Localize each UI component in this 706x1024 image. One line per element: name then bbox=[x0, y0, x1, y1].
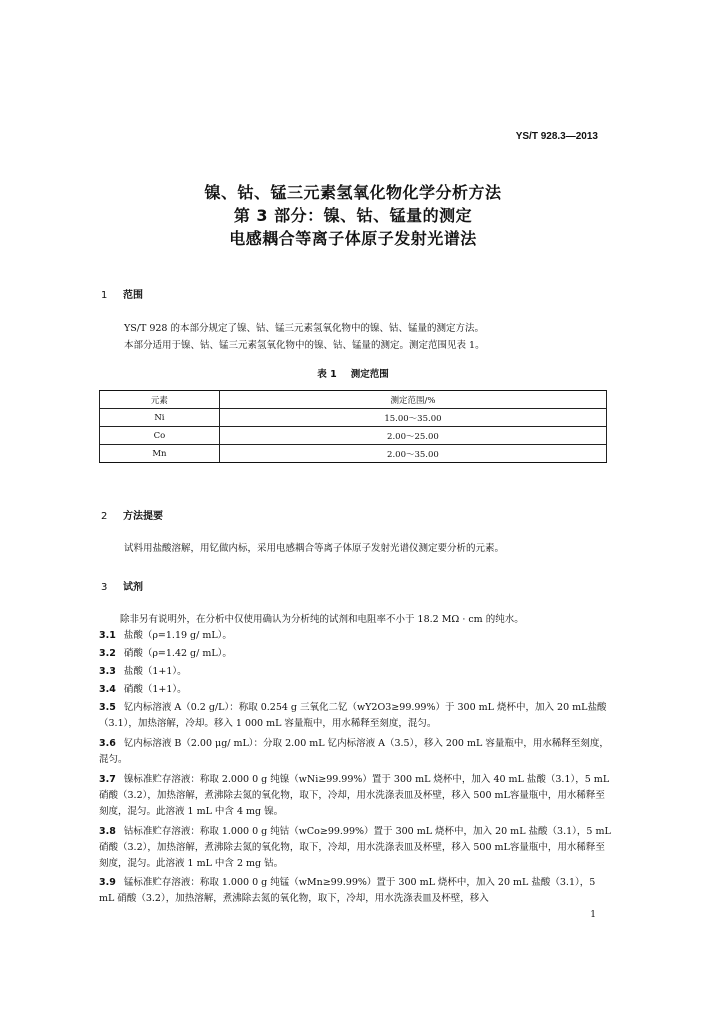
reagent-item bbox=[99, 875, 611, 907]
table-cell: Co bbox=[100, 427, 220, 445]
range-table bbox=[99, 390, 607, 463]
item-number: 3.1 bbox=[99, 630, 116, 641]
table-caption: 测定范围 bbox=[350, 369, 389, 380]
section-3-heading bbox=[101, 578, 143, 593]
reagent-item bbox=[99, 700, 611, 732]
table-title bbox=[0, 366, 706, 380]
table-cell: 15.00～35.00 bbox=[219, 409, 606, 427]
table-header-row bbox=[100, 391, 607, 409]
section-title: 范围 bbox=[123, 290, 143, 301]
item-text: 钇内标溶液 A（0.2 g/L）：称取 0.254 g 三氧化二钇（wY2O3≥99.99%）于 300 mL 烧杯中，加入 20 mL盐酸（3.1），加热溶解，冷却。移入 1 000 mL 容量瓶中，用水稀释至刻度，混匀。 bbox=[99, 702, 607, 730]
standard-code: YS/T 928.3—2013 bbox=[515, 131, 598, 142]
section-title: 方法提要 bbox=[123, 511, 163, 522]
section-1-heading bbox=[101, 286, 143, 301]
section-number: 1 bbox=[101, 290, 108, 301]
item-number: 3.6 bbox=[99, 738, 116, 749]
item-text: 硝酸（1+1）。 bbox=[123, 684, 187, 695]
item-text: 盐酸（ρ=1.19 g/ mL）。 bbox=[123, 630, 232, 641]
page-number: 1 bbox=[590, 910, 596, 920]
title-line-2: 第 3 部分：镍、钴、锰量的测定 bbox=[233, 206, 473, 225]
reagent-item bbox=[99, 824, 611, 873]
item-number: 3.5 bbox=[99, 702, 116, 713]
method-summary-paragraph: 试料用盐酸溶解，用钇做内标，采用电感耦合等离子体原子发射光谱仪测定要分析的元素。 bbox=[124, 543, 505, 554]
document-title bbox=[0, 181, 706, 250]
table-label: 表 1 bbox=[317, 369, 337, 380]
reagents-intro: 除非另有说明外，在分析中仅使用确认为分析纯的试剂和电阻率不小于 18.2 MΩ · cm 的纯水。 bbox=[120, 614, 524, 625]
reagent-item bbox=[99, 772, 611, 821]
item-number: 3.2 bbox=[99, 648, 116, 659]
item-text: 盐酸（1+1）。 bbox=[123, 666, 187, 677]
item-number: 3.3 bbox=[99, 666, 116, 677]
table-header-cell: 元素 bbox=[100, 391, 220, 409]
item-number: 3.4 bbox=[99, 684, 116, 695]
title-line-3: 电感耦合等离子体原子发射光谱法 bbox=[229, 229, 477, 248]
table-cell: Ni bbox=[100, 409, 220, 427]
table-row bbox=[100, 445, 607, 463]
section-title: 试剂 bbox=[123, 582, 143, 593]
scope-paragraph-1: YS/T 928 的本部分规定了镍、钴、锰三元素氢氧化物中的镍、钴、锰量的测定方法。 bbox=[124, 323, 484, 334]
table-header-cell: 测定范围/% bbox=[219, 391, 606, 409]
title-line-1: 镍、钴、锰三元素氢氧化物化学分析方法 bbox=[204, 183, 502, 202]
table-row bbox=[100, 409, 607, 427]
reagent-item bbox=[99, 664, 611, 680]
item-text: 钇内标溶液 B（2.00 μg/ mL）：分取 2.00 mL 钇内标溶液 A（3.5），移入 200 mL 容量瓶中，用水稀释至刻度，混匀。 bbox=[99, 738, 609, 766]
table-row bbox=[100, 427, 607, 445]
item-text: 硝酸（ρ=1.42 g/ mL）。 bbox=[123, 648, 232, 659]
item-text: 锰标准贮存溶液：称取 1.000 0 g 纯锰（wMn≥99.99%）置于 300 mL 烧杯中，加入 20 mL 盐酸（3.1），5 mL 硝酸（3.2），加热溶解，煮沸除去氮的氧化物，取下，冷却，用水洗涤表皿及杯壁，移入 bbox=[99, 877, 596, 905]
section-number: 2 bbox=[101, 511, 108, 522]
section-number: 3 bbox=[101, 582, 108, 593]
reagent-item bbox=[99, 646, 611, 662]
table-cell: 2.00～25.00 bbox=[219, 427, 606, 445]
table-cell: 2.00～35.00 bbox=[219, 445, 606, 463]
item-text: 钴标准贮存溶液：称取 1.000 0 g 纯钴（wCo≥99.99%）置于 300 mL 烧杯中，加入 20 mL 盐酸（3.1），5 mL 硝酸（3.2），加热溶解，煮沸除去氮的氧化物，取下，冷却，用水洗涤表皿及杯壁，移入 500 mL容量瓶中，用水稀释至刻度，混匀。此溶液 1 mL 中含 2 mg 钴。 bbox=[99, 826, 611, 870]
item-number: 3.7 bbox=[99, 774, 116, 785]
item-text: 镍标准贮存溶液：称取 2.000 0 g 纯镍（wNi≥99.99%）置于 300 mL 烧杯中，加入 40 mL 盐酸（3.1），5 mL 硝酸（3.2），加热溶解，煮沸除去氮的氧化物，取下，冷却，用水洗涤表皿及杯壁，移入 500 mL容量瓶中，用水稀释至刻度，混匀。此溶液 1 mL 中含 4 mg 镍。 bbox=[99, 774, 610, 818]
item-number: 3.9 bbox=[99, 877, 116, 888]
section-2-heading bbox=[101, 507, 163, 522]
reagent-item bbox=[99, 682, 611, 698]
scope-paragraph-2: 本部分适用于镍、钴、锰三元素氢氧化物中的镍、钴、锰量的测定。测定范围见表 1。 bbox=[124, 340, 485, 351]
item-number: 3.8 bbox=[99, 826, 116, 837]
table-cell: Mn bbox=[100, 445, 220, 463]
reagent-item bbox=[99, 628, 611, 644]
reagent-item bbox=[99, 736, 611, 768]
